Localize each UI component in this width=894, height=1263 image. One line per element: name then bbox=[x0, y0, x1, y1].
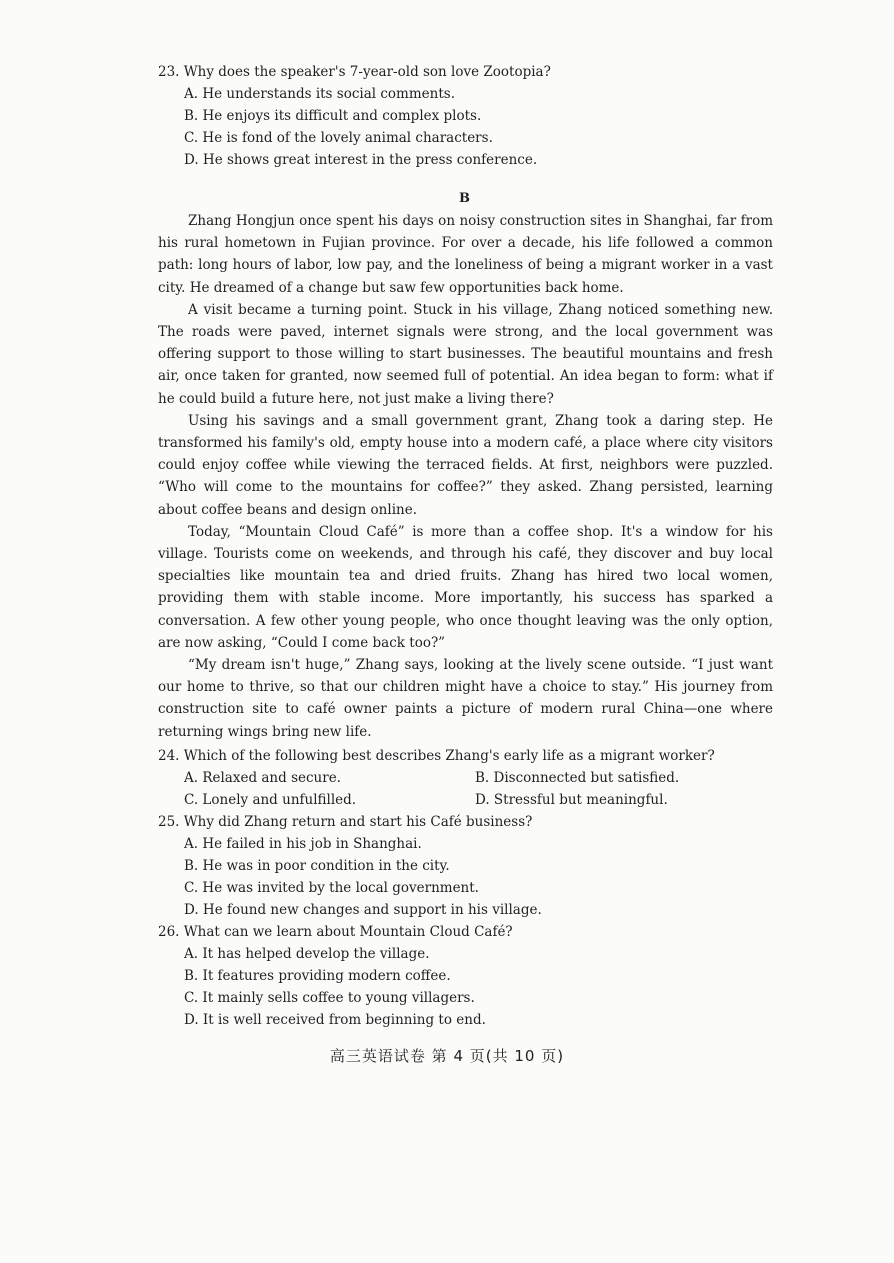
page-footer: 高三英语试卷 第 4 页(共 10 页) bbox=[329, 1047, 565, 1065]
section-heading: B bbox=[459, 191, 470, 206]
question-24-stem: 24. Which of the following best describes Zhang's early life as a migrant worker? bbox=[158, 748, 715, 764]
question-23-stem: 23. Why does the speaker's 7-year-old son love Zootopia? bbox=[158, 64, 551, 80]
question-25-option-d: D. He found new changes and support in his village. bbox=[184, 902, 542, 918]
passage-paragraph-1: Zhang Hongjun once spent his days on noisy construction sites in Shanghai, far from his rural hometown in Fujian province. For over a decade, his life followed a common path: long hours of labor, low pay, and the loneliness of being a migrant worker in a vast city. He dreamed of a change but saw few opportunities back home. bbox=[158, 213, 773, 296]
question-25-option-b: B. He was in poor condition in the city. bbox=[184, 858, 450, 874]
question-26-option-a: A. It has helped develop the village. bbox=[184, 946, 430, 962]
question-24-option-b: B. Disconnected but satisfied. bbox=[475, 770, 680, 786]
question-26-option-c: C. It mainly sells coffee to young villagers. bbox=[184, 990, 475, 1006]
passage-paragraph-2: A visit became a turning point. Stuck in his village, Zhang noticed something new. The roads were paved, internet signals were strong, and the local government was offering support to those willing to start businesses. The beautiful mountains and fresh air, once taken for granted, now seemed full of potential. An idea began to form: what if he could build a future here, not just make a living there? bbox=[158, 301, 773, 407]
question-24-option-c: C. Lonely and unfulfilled. bbox=[184, 792, 357, 808]
question-23-option-a: A. He understands its social comments. bbox=[184, 86, 455, 102]
question-25-option-a: A. He failed in his job in Shanghai. bbox=[184, 836, 422, 852]
question-26-option-d: D. It is well received from beginning to end. bbox=[184, 1012, 486, 1028]
reading-passage bbox=[158, 210, 773, 743]
question-23-option-c: C. He is fond of the lovely animal characters. bbox=[184, 130, 493, 146]
question-24-option-a: A. Relaxed and secure. bbox=[184, 770, 341, 786]
passage-paragraph-5: “My dream isn't huge,” Zhang says, looking at the lively scene outside. “I just want our home to thrive, so that our children might have a choice to stay.” His journey from construction site to café owner paints a picture of modern rural China—one where returning wings bring new life. bbox=[158, 657, 773, 740]
passage-paragraph-3: Using his savings and a small government grant, Zhang took a daring step. He transformed his family's old, empty house into a modern café, a place where city visitors could enjoy coffee while viewing the terraced fields. At first, neighbors were puzzled. “Who will come to the mountains for coffee?” they asked. Zhang persisted, learning about coffee beans and design online. bbox=[158, 412, 773, 518]
question-26-option-b: B. It features providing modern coffee. bbox=[184, 968, 451, 984]
question-25-stem: 25. Why did Zhang return and start his Café business? bbox=[158, 814, 533, 830]
question-24-option-d: D. Stressful but meaningful. bbox=[475, 792, 668, 808]
question-25-option-c: C. He was invited by the local government. bbox=[184, 880, 479, 896]
question-23-option-b: B. He enjoys its difficult and complex plots. bbox=[184, 108, 482, 124]
question-26-stem: 26. What can we learn about Mountain Cloud Café? bbox=[158, 924, 513, 940]
question-23-option-d: D. He shows great interest in the press conference. bbox=[184, 152, 538, 168]
passage-paragraph-4: Today, “Mountain Cloud Café” is more than a coffee shop. It's a window for his village. Tourists come on weekends, and through his café, they discover and buy local specialties like mountain tea and dried fruits. Zhang has hired two local women, providing them with stable income. More importantly, his success has sparked a conversation. A few other young people, who once thought leaving was the only option, are now asking, “Could I come back too?” bbox=[158, 523, 773, 651]
